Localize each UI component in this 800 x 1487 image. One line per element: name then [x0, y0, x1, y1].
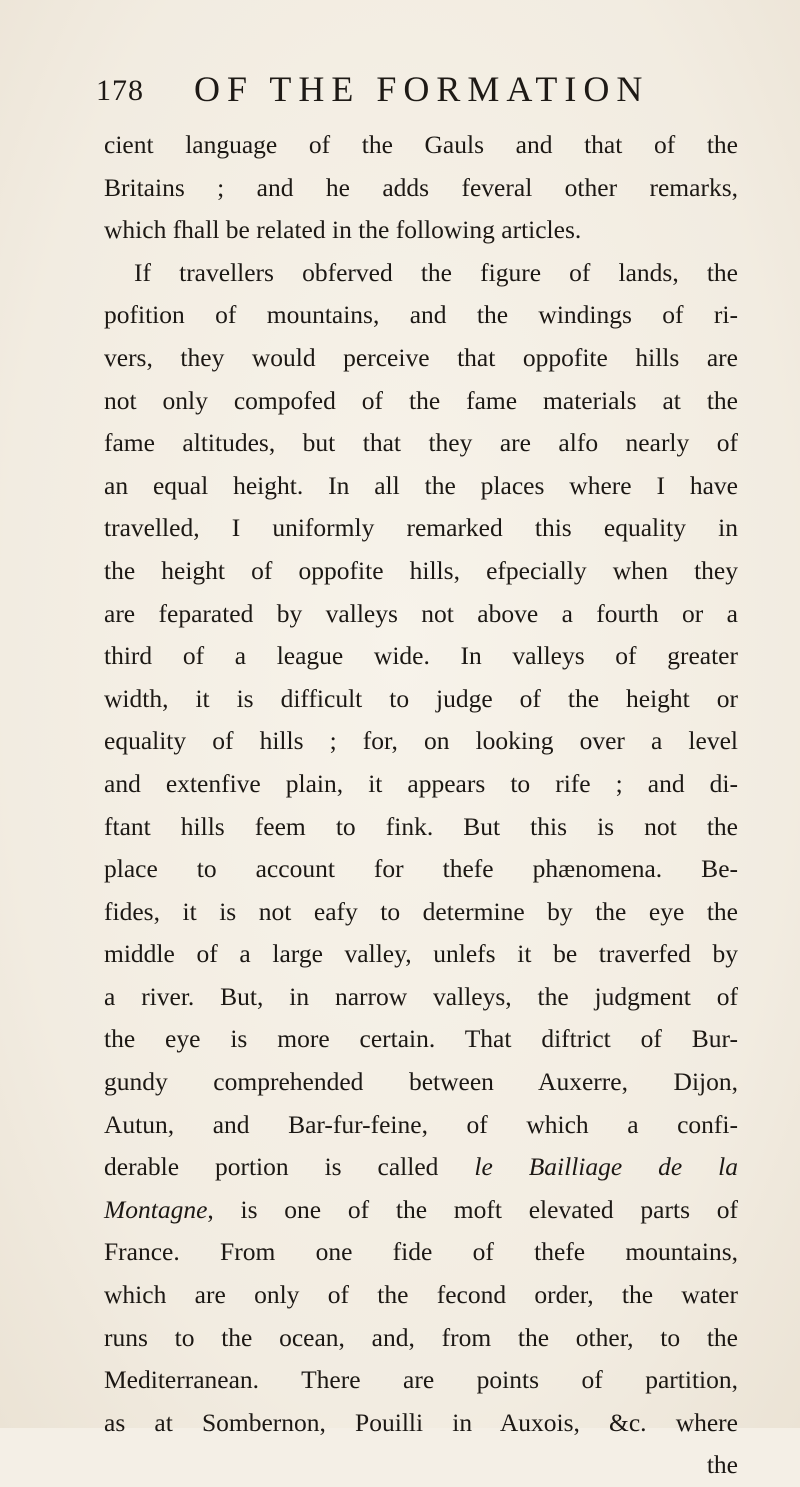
text-segment: , is one of the moft elevated parts of — [207, 1194, 738, 1224]
text-line: third of a league wide. In valleys of greater — [104, 641, 738, 671]
body-text — [104, 124, 738, 1487]
text-line: equality of hills ; for, on looking over a level — [104, 726, 738, 756]
catchword: the — [706, 1450, 738, 1480]
text-line: middle of a large valley, unlefs it be traverfed by — [104, 939, 738, 969]
text-line: the height of oppofite hills, efpecially when they — [104, 555, 738, 585]
text-line: an equal height. In all the places where I have — [104, 470, 738, 500]
text-line: France. From one fide of thefe mountains, — [104, 1237, 738, 1267]
italic-phrase: Montagne — [104, 1194, 208, 1224]
text-line: runs to the ocean, and, from the other, to the — [104, 1322, 738, 1352]
text-line: and extenfive plain, it appears to rife ; and di- — [104, 768, 738, 798]
text-line-with-italic — [104, 1146, 738, 1189]
text-line: which are only of the fecond order, the water — [104, 1280, 738, 1310]
text-line: are feparated by valleys not above a fourth or a — [104, 598, 738, 628]
text-line: cient language of the Gauls and that of the — [104, 130, 738, 159]
text-line: the eye is more certain. That diftrict of Bur- — [104, 1024, 738, 1054]
text-line: place to account for thefe phænomena. Be- — [104, 854, 738, 884]
text-line: Mediterranean. There are points of partition, — [104, 1365, 738, 1395]
page-header — [96, 68, 736, 116]
text-line: as at Sombernon, Pouilli in Auxois, &c. where — [104, 1407, 738, 1437]
text-line: fides, it is not eafy to determine by the eye the — [104, 896, 738, 926]
text-line: width, it is difficult to judge of the height or — [104, 683, 738, 713]
paragraph-start-line: If travellers obferved the figure of lands, the — [134, 257, 738, 287]
text-line: travelled, I uniformly remarked this equality in — [104, 513, 738, 543]
text-line: pofition of mountains, and the windings of ri- — [104, 300, 738, 330]
italic-phrase: le Bailliage de la — [474, 1152, 739, 1182]
text-line: vers, they would perceive that oppofite hills are — [104, 342, 738, 372]
text-line: ftant hills feem to fink. But this is not the — [104, 811, 738, 841]
text-line: fame altitudes, but that they are alfo nearly of — [104, 428, 738, 458]
text-line: Autun, and Bar-fur-feine, of which a confi- — [104, 1109, 738, 1139]
text-line: gundy comprehended between Auxerre, Dijon, — [104, 1067, 738, 1097]
text-line: not only compofed of the fame materials at the — [104, 385, 738, 415]
text-line-with-italic — [104, 1189, 738, 1232]
text-line: a river. But, in narrow valleys, the judgment of — [104, 981, 738, 1011]
text-segment: derable portion is called — [104, 1152, 439, 1182]
page-number: 178 — [96, 74, 144, 107]
text-line: which fhall be related in the following articles. — [104, 215, 582, 245]
running-head: OF THE FORMATION — [194, 69, 650, 109]
text-line: Britains ; and he adds feveral other remarks, — [104, 172, 738, 202]
